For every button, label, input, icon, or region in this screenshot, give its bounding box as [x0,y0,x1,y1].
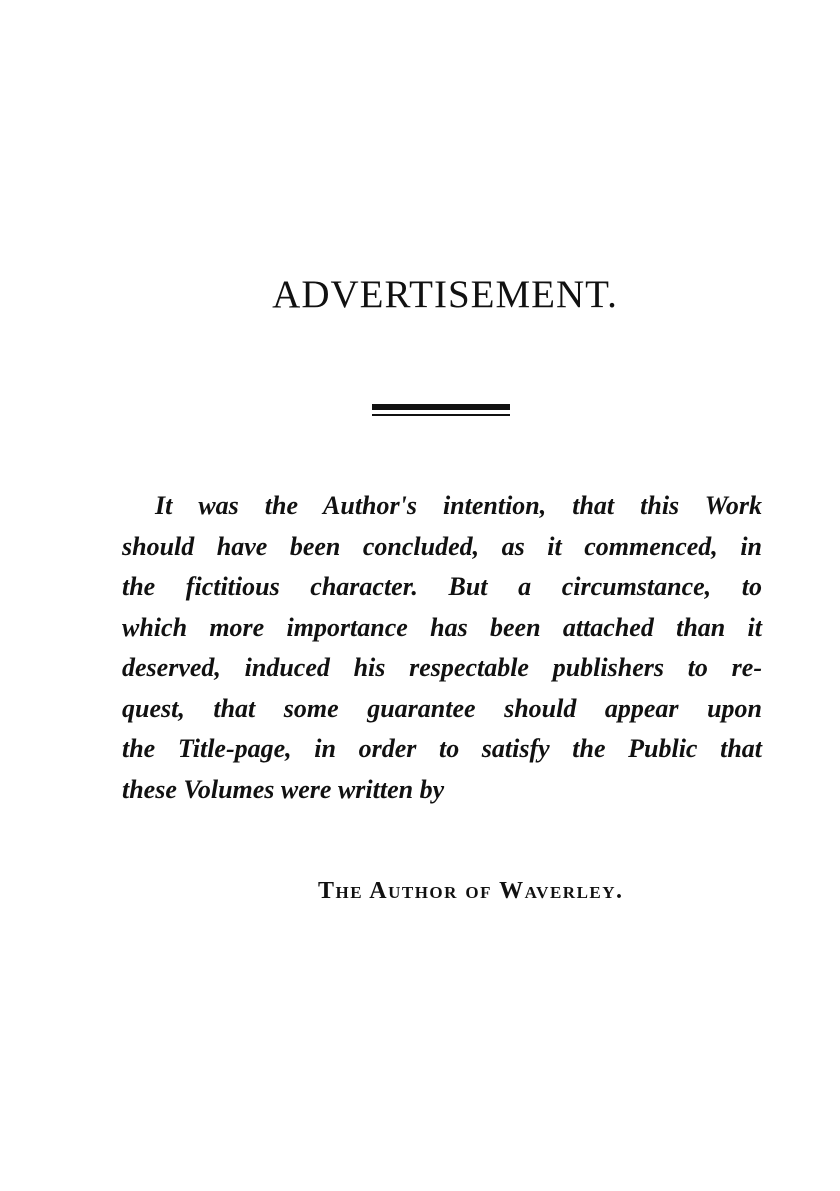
paragraph-line: deserved, induced his respectable publishers to re- [122,653,762,682]
paragraph-line: It was the Author's intention, that this Work [155,491,762,520]
paragraph-line: quest, that some guarantee should appear upon [122,693,762,723]
ornamental-rule-thin [372,414,510,416]
paragraph-line: which more importance has been attached than it [122,612,762,642]
paragraph-line: the fictitious character. But a circumstance, to [122,572,762,601]
author-signature: The Author of Waverley. [318,878,624,904]
paragraph-line: should have been concluded, as it commenced, in [122,531,762,561]
page-title: ADVERTISEMENT. [272,273,618,316]
ornamental-rule-thick [372,404,510,410]
paragraph-line: these Volumes were written by [122,774,445,804]
paragraph-line: the Title-page, in order to satisfy the Public that [122,734,762,763]
advertisement-paragraph [122,486,762,810]
